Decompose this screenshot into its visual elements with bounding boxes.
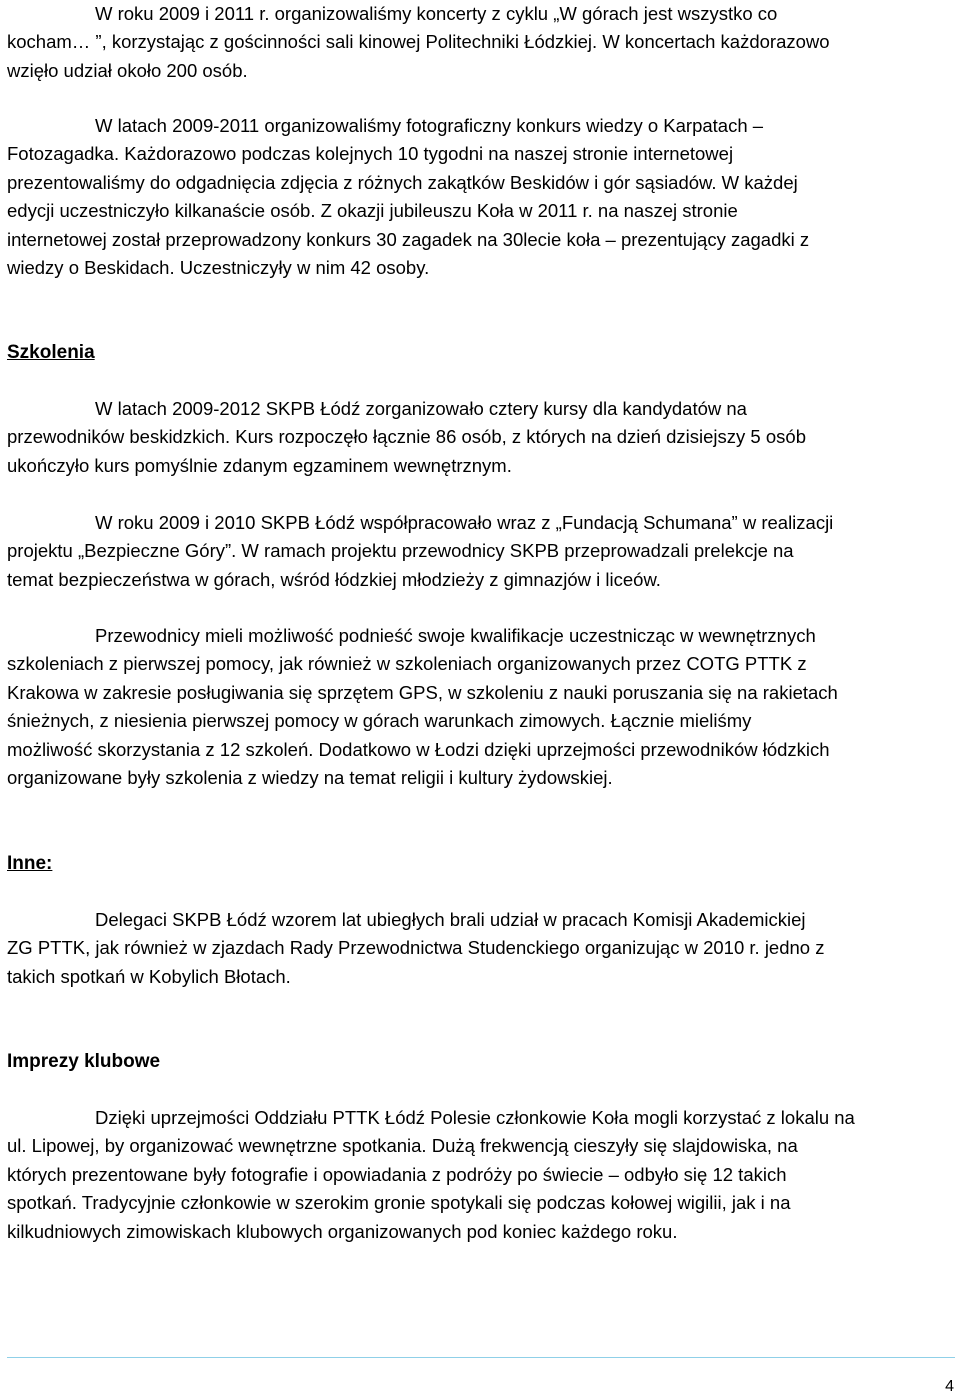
paragraph-concerts bbox=[7, 0, 955, 85]
paragraph-training bbox=[7, 622, 955, 792]
text-line: takich spotkań w Kobylich Błotach. bbox=[7, 965, 291, 987]
paragraph-courses bbox=[7, 395, 955, 480]
text-line: W latach 2009-2011 organizowaliśmy fotograficzny konkurs wiedzy o Karpatach – bbox=[95, 115, 764, 136]
heading-szkolenia: Szkolenia bbox=[7, 342, 95, 363]
text-line: wzięło udział około 200 osób. bbox=[7, 59, 248, 81]
text-line: W roku 2009 i 2010 SKPB Łódź współpracowało wraz z „Fundacją Schumana” w realizacji bbox=[95, 512, 834, 533]
paragraph-delegates bbox=[7, 906, 955, 991]
text-line: projektu „Bezpieczne Góry”. W ramach projektu przewodnicy SKPB przeprowadzali prelekcje na bbox=[7, 540, 794, 562]
text-line: prezentowaliśmy do odgadnięcia zdjęcia z różnych zakątków Beskidów i gór sąsiadów. W każdej bbox=[7, 171, 798, 193]
text-line: Delegaci SKPB Łódź wzorem lat ubiegłych brali udział w pracach Komisji Akademickiej bbox=[95, 909, 806, 930]
text-line: możliwość skorzystania z 12 szkoleń. Dodatkowo w Łodzi dzięki uprzejmości przewodników łódzkich bbox=[7, 738, 830, 760]
text-line: kocham… ”, korzystając z gościnności sali kinowej Politechniki Łódzkiej. W koncertach każdorazowo bbox=[7, 31, 830, 53]
heading-inne: Inne: bbox=[7, 853, 53, 874]
text-line: śnieżnych, z niesienia pierwszej pomocy w górach warunkach zimowych. Łącznie mieliśmy bbox=[7, 710, 752, 732]
footer-rule bbox=[7, 1357, 955, 1358]
text-line: kilkudniowych zimowiskach klubowych organizowanych pod koniec każdego roku. bbox=[7, 1220, 678, 1242]
text-line: których prezentowane były fotografie i opowiadania z podróży po świecie – odbyło się 12 takich bbox=[7, 1163, 787, 1185]
text-line: organizowane były szkolenia z wiedzy na temat religii i kultury żydowskiej. bbox=[7, 767, 613, 789]
text-line: Dzięki uprzejmości Oddziału PTTK Łódź Polesie członkowie Koła mogli korzystać z lokalu na bbox=[95, 1107, 855, 1128]
text-line: szkoleniach z pierwszej pomocy, jak również w szkoleniach organizowanych przez COTG PTTK z bbox=[7, 653, 807, 675]
paragraph-schuman bbox=[7, 509, 955, 594]
text-line: temat bezpieczeństwa w górach, wśród łódzkiej młodzieży z gimnazjów i liceów. bbox=[7, 568, 661, 590]
text-line: W roku 2009 i 2011 r. organizowaliśmy koncerty z cyklu „W górach jest wszystko co bbox=[95, 3, 778, 24]
text-line: edycji uczestniczyło kilkanaście osób. Z okazji jubileuszu Koła w 2011 r. na naszej stronie bbox=[7, 200, 738, 222]
text-line: internetowej został przeprowadzony konkurs 30 zagadek na 30lecie koła – prezentujący zagadki z bbox=[7, 228, 810, 250]
text-line: Fotozagadka. Każdorazowo podczas kolejnych 10 tygodni na naszej stronie internetowej bbox=[7, 143, 734, 165]
text-line: Krakowa w zakresie posługiwania się sprzętem GPS, w szkoleniu z nauki poruszania się na rakietach bbox=[7, 681, 838, 703]
text-line: wiedzy o Beskidach. Uczestniczyły w nim 42 osoby. bbox=[7, 257, 430, 279]
text-line: spotkań. Tradycyjnie członkowie w szerokim gronie spotykali się podczas kołowej wigilii, jak i na bbox=[7, 1192, 791, 1214]
page-number: 4 bbox=[945, 1378, 954, 1395]
text-line: ZG PTTK, jak również w zjazdach Rady Przewodnictwa Studenckiego organizując w 2010 r. jedno z bbox=[7, 937, 825, 959]
text-line: ul. Lipowej, by organizować wewnętrzne spotkania. Dużą frekwencją cieszyły się slajdowiska, na bbox=[7, 1135, 798, 1157]
paragraph-club-events bbox=[7, 1104, 955, 1246]
text-line: Przewodnicy mieli możliwość podnieść swoje kwalifikacje uczestnicząc w wewnętrznych bbox=[95, 625, 816, 646]
text-line: W latach 2009-2012 SKPB Łódź zorganizowało cztery kursy dla kandydatów na bbox=[95, 398, 747, 419]
text-line: przewodników beskidzkich. Kurs rozpoczęło łącznie 86 osób, z których na dzień dzisiejszy 5 osób bbox=[7, 426, 806, 448]
text-line: ukończyło kurs pomyślnie zdanym egzaminem wewnętrznym. bbox=[7, 454, 512, 476]
heading-imprezy-klubowe: Imprezy klubowe bbox=[7, 1051, 161, 1072]
paragraph-fotozagadka bbox=[7, 112, 955, 282]
